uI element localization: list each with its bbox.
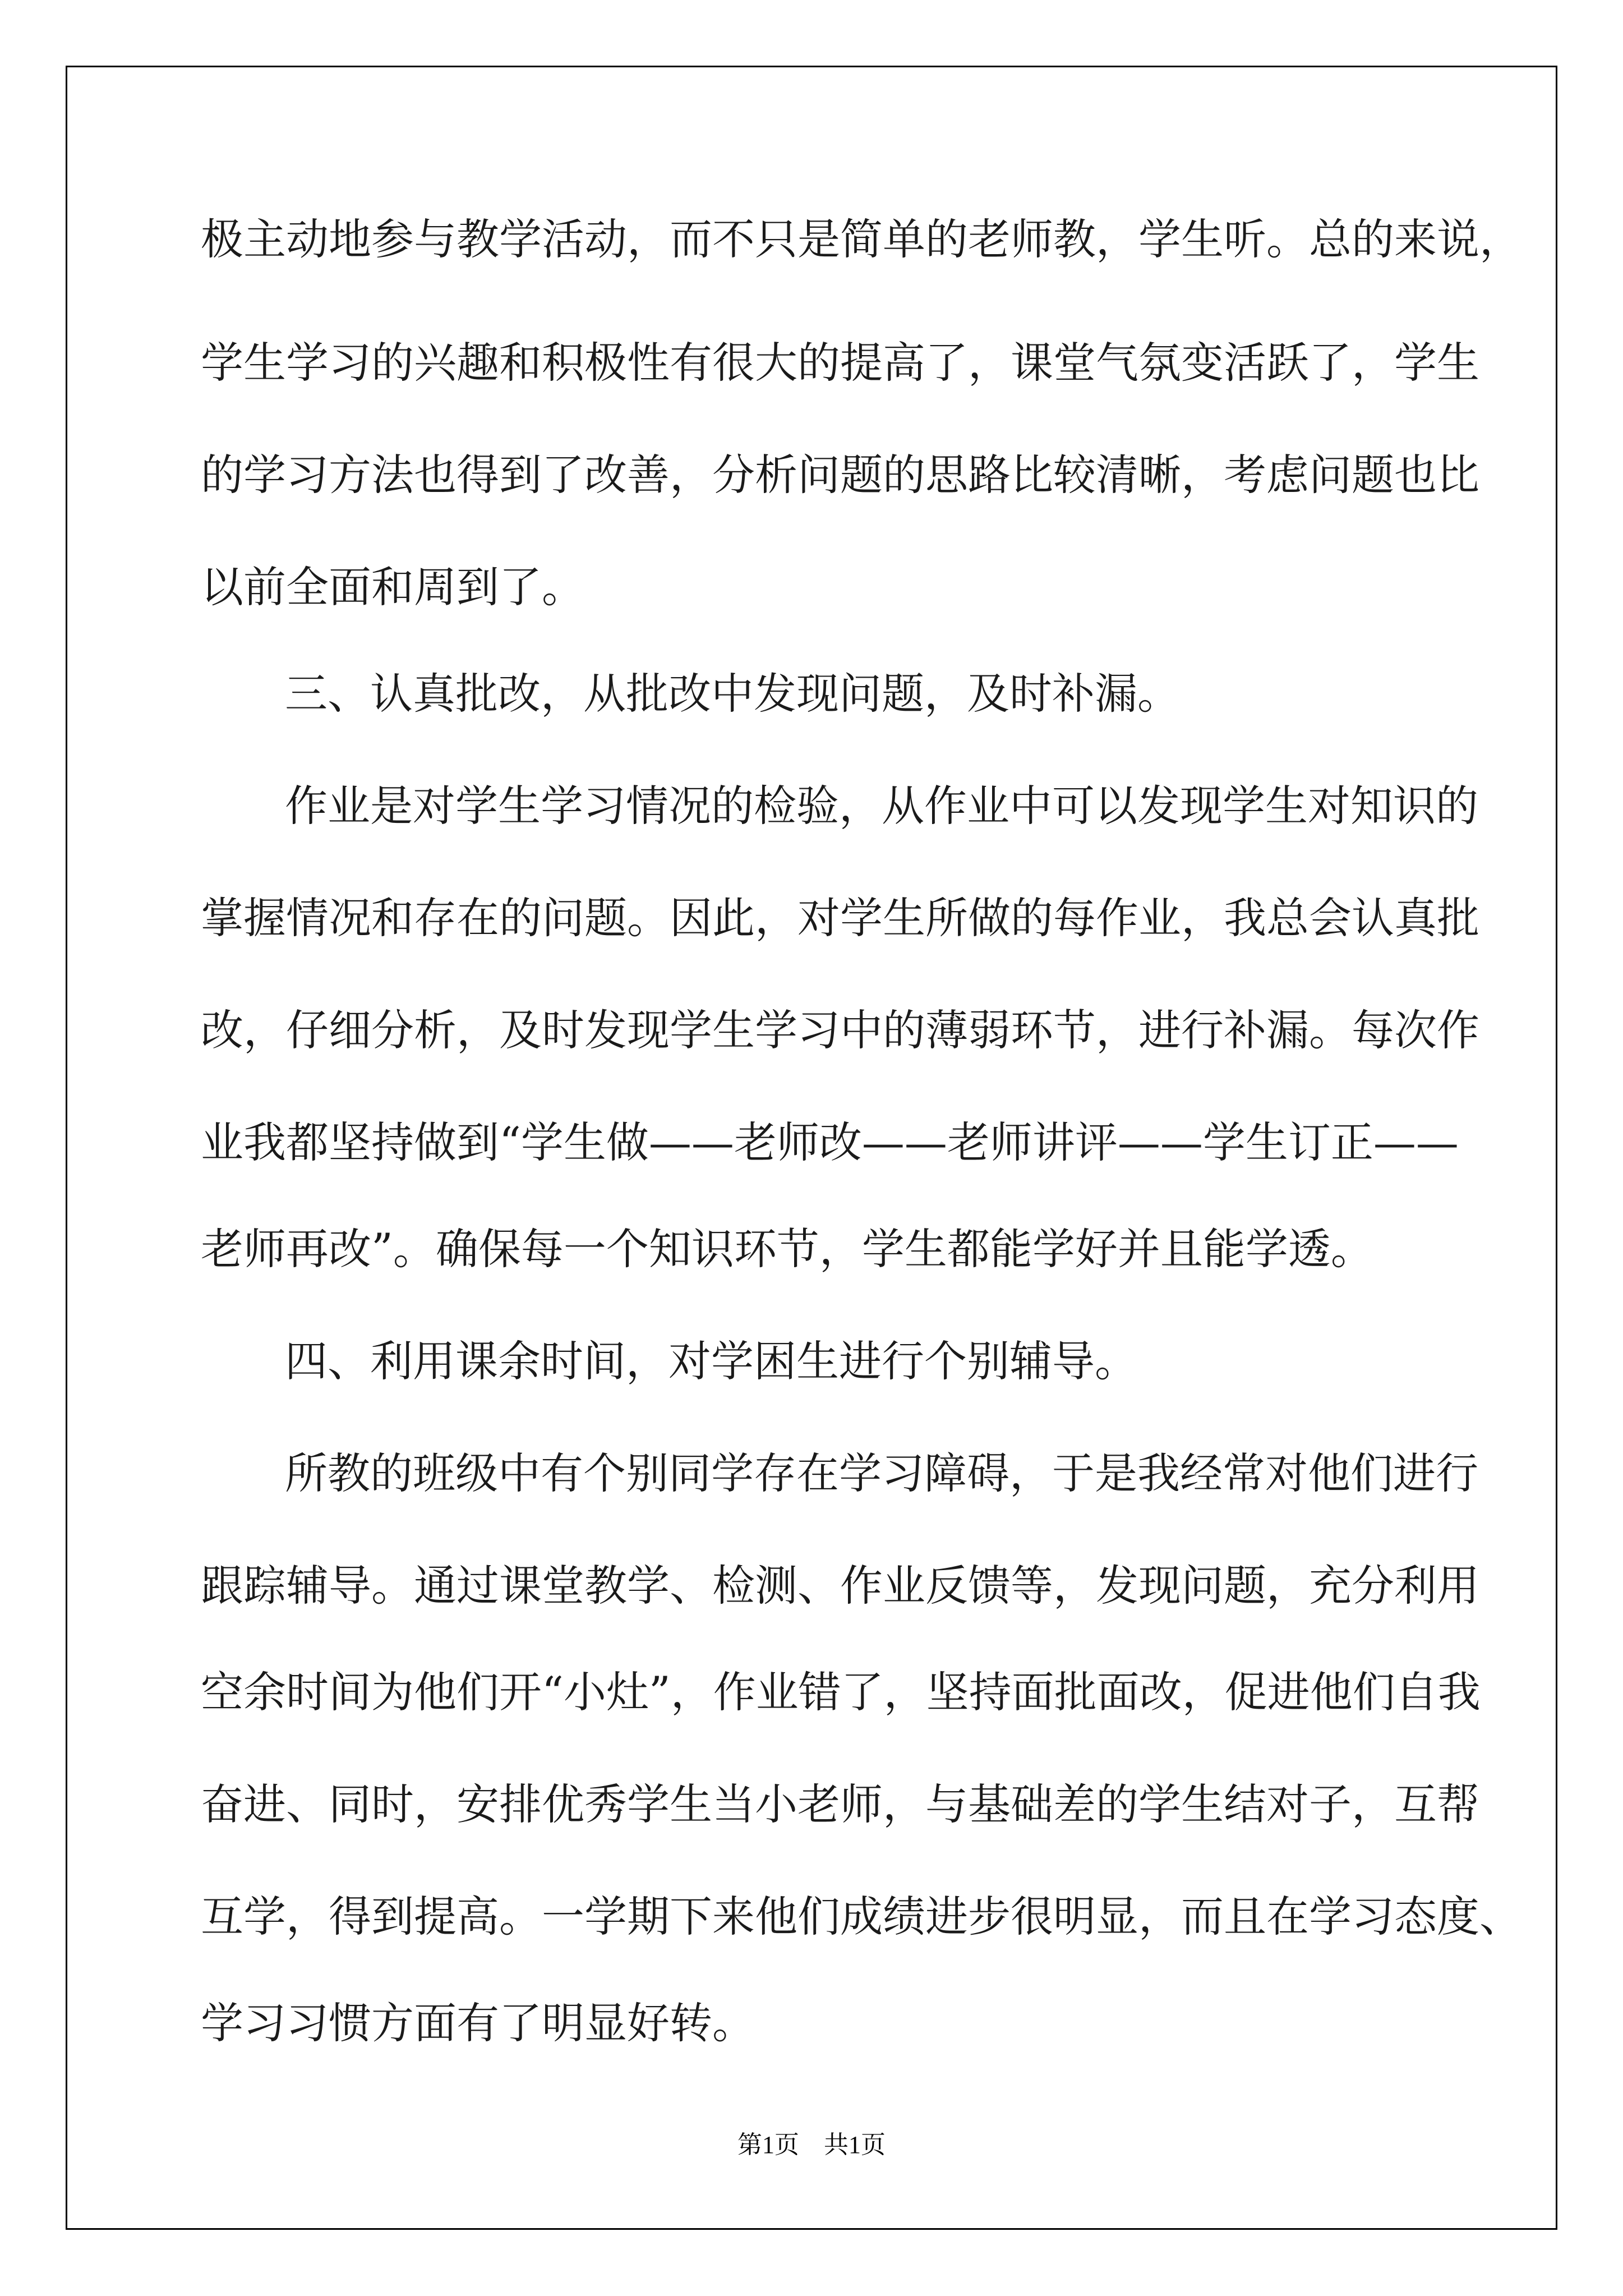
section-heading: 四、利用课余时间，对学困生进行个别辅导。 bbox=[285, 1336, 1137, 1386]
text-line: 学生学习的兴趣和积极性有很大的提高了，课堂气氛变活跃了，学生 bbox=[201, 338, 1479, 388]
page-number-footer: 第1页 共1页 bbox=[737, 2131, 886, 2159]
text-line: 的学习方法也得到了改善，分析问题的思路比较清晰，考虑问题也比 bbox=[201, 450, 1479, 500]
text-line: 老师再改”。确保每一个知识环节，学生都能学好并且能学透。 bbox=[201, 1224, 1373, 1274]
text-line: 奋进、同时，安排优秀学生当小老师，与基础差的学生结对子，互帮 bbox=[201, 1779, 1479, 1829]
text-line: 空余时间为他们开“小灶”，作业错了，坚持面批面改，促进他们自我 bbox=[201, 1667, 1481, 1717]
text-line: 改，仔细分析，及时发现学生学习中的薄弱环节，进行补漏。每次作 bbox=[201, 1005, 1479, 1055]
text-line: 业我都坚持做到“学生做——老师改——老师讲评——学生订正—— bbox=[201, 1117, 1459, 1167]
text-line: 跟踪辅导。通过课堂教学、检测、作业反馈等，发现问题，充分利用 bbox=[201, 1561, 1479, 1611]
text-line: 学习习惯方面有了明显好转。 bbox=[201, 1998, 755, 2048]
text-line: 极主动地参与教学活动，而不只是简单的老师教，学生听。总的来说， bbox=[201, 214, 1522, 264]
text-line: 作业是对学生学习情况的检验，从作业中可以发现学生对知识的 bbox=[285, 781, 1478, 831]
text-line: 互学，得到提高。一学期下来他们成绩进步很明显，而且在学习态度、 bbox=[201, 1892, 1522, 1941]
text-line: 所教的班级中有个别同学存在学习障碍，于是我经常对他们进行 bbox=[285, 1448, 1478, 1498]
text-line: 掌握情况和存在的问题。因此，对学生所做的每作业，我总会认真批 bbox=[201, 893, 1479, 943]
section-heading: 三、认真批改，从批改中发现问题，及时补漏。 bbox=[285, 669, 1180, 719]
text-line: 以前全面和周到了。 bbox=[201, 562, 584, 612]
